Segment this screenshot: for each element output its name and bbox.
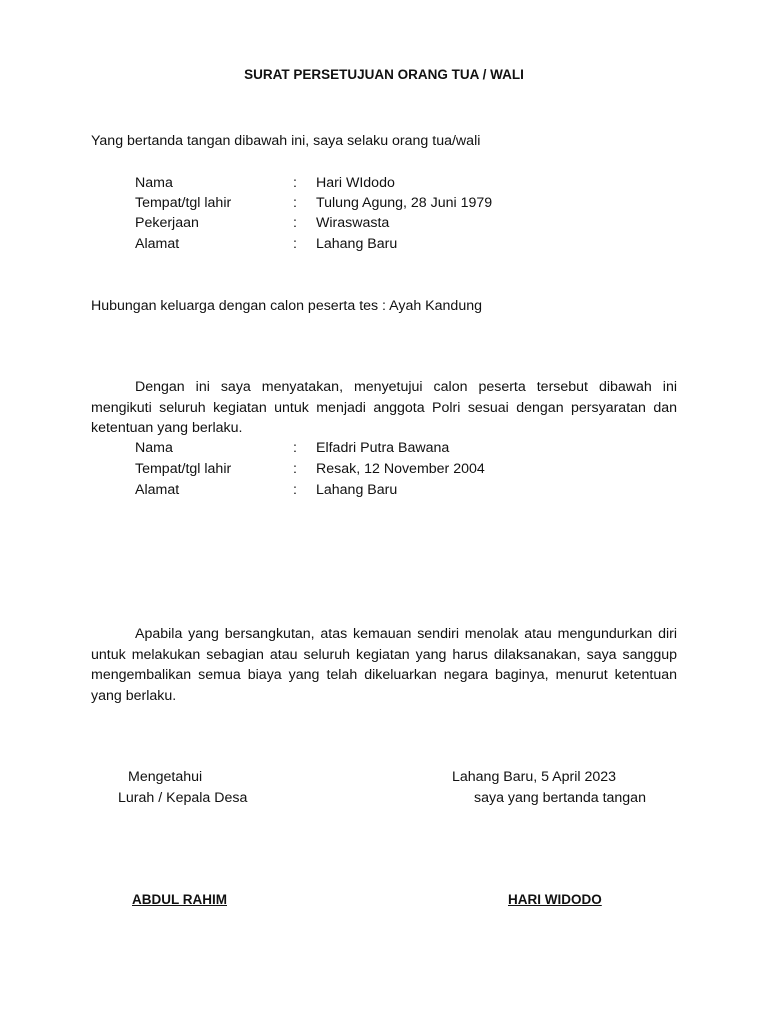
field-value: Hari WIdodo: [316, 175, 395, 191]
signer-name: HARI WIDODO: [508, 892, 602, 907]
field-label: Nama: [135, 440, 173, 456]
field-value: Resak, 12 November 2004: [316, 461, 485, 477]
parent-row-birth: [0, 194, 768, 214]
statement-text: Dengan ini saya menyatakan, menyetujui calon peserta tersebut dibawah ini mengikuti seluruh kegiatan untuk menjadi anggota Polri sesuai dengan persyaratan dan ketentuan yang berlaku.: [91, 379, 677, 436]
candidate-row-birth: [0, 460, 768, 480]
field-value: Elfadri Putra Bawana: [316, 440, 450, 456]
acknowledged-label: Mengetahui: [128, 769, 203, 785]
field-colon: :: [293, 440, 297, 456]
field-value: Lahang Baru: [316, 236, 398, 252]
field-colon: :: [293, 195, 297, 211]
field-label: Tempat/tgl lahir: [135, 461, 232, 477]
signer-caption: saya yang bertanda tangan: [474, 790, 646, 806]
field-label: Tempat/tgl lahir: [135, 195, 232, 211]
field-colon: :: [293, 461, 297, 477]
letter-title: SURAT PERSETUJUAN ORANG TUA / WALI: [244, 67, 524, 82]
relationship-text: Hubungan keluarga dengan calon peserta tes : Ayah Kandung: [91, 298, 482, 314]
candidate-row-address: [0, 481, 768, 501]
parent-row-name: [0, 174, 768, 194]
commitment-paragraph: [91, 624, 677, 706]
field-colon: :: [293, 482, 297, 498]
field-label: Alamat: [135, 482, 180, 498]
place-date: Lahang Baru, 5 April 2023: [452, 769, 617, 785]
field-colon: :: [293, 236, 297, 252]
field-value: Tulung Agung, 28 Juni 1979: [316, 195, 493, 211]
field-label: Pekerjaan: [135, 215, 199, 231]
statement-paragraph: [91, 377, 677, 439]
village-head-name: ABDUL RAHIM: [132, 892, 227, 907]
village-head-title: Lurah / Kepala Desa: [118, 790, 248, 806]
candidate-row-name: [0, 439, 768, 459]
intro-text: Yang bertanda tangan dibawah ini, saya selaku orang tua/wali: [91, 133, 481, 149]
field-colon: :: [293, 215, 297, 231]
parent-row-address: [0, 235, 768, 255]
field-colon: :: [293, 175, 297, 191]
field-value: Lahang Baru: [316, 482, 398, 498]
field-label: Nama: [135, 175, 173, 191]
field-label: Alamat: [135, 236, 180, 252]
field-value: Wiraswasta: [316, 215, 390, 231]
parent-row-occupation: [0, 214, 768, 234]
commitment-text: Apabila yang bersangkutan, atas kemauan sendiri menolak atau mengundurkan diri untuk melakukan sebagian atau seluruh kegiatan yang harus dilaksanakan, saya sanggup mengembalikan semua biaya yang telah dikeluarkan negara baginya, menurut ketentuan yang berlaku.: [91, 626, 677, 704]
